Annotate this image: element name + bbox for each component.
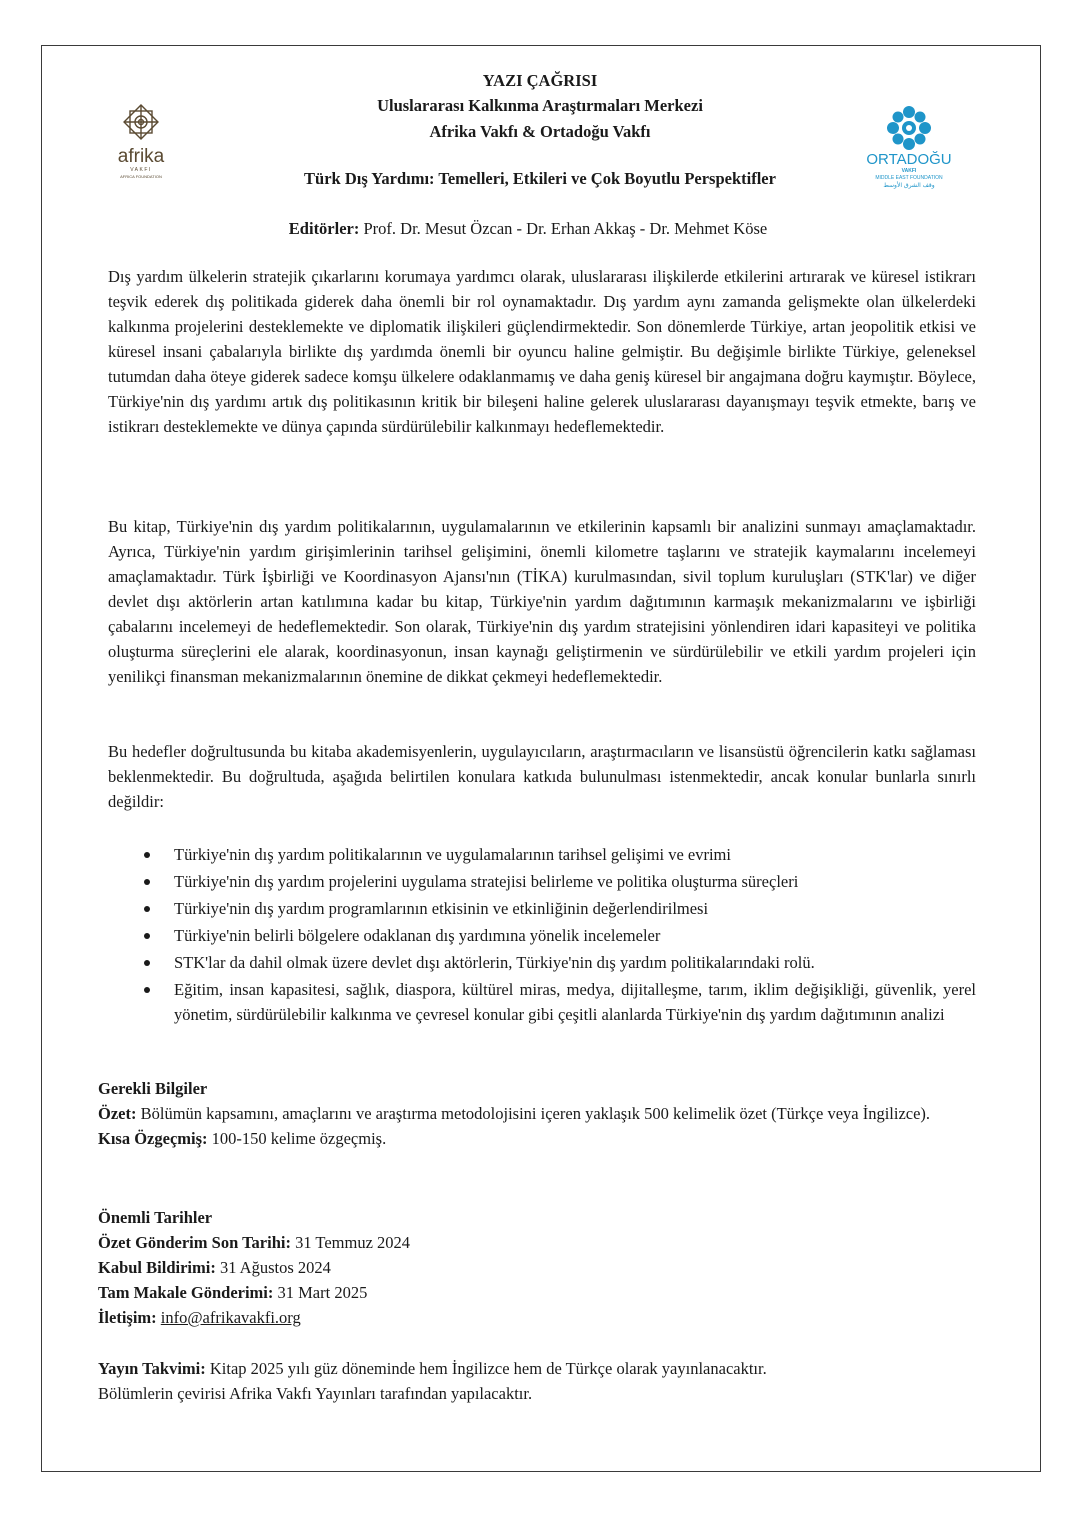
- ortadogu-logo-sub3: وقف الشرق الأوسط: [883, 182, 935, 189]
- ortadogu-vakfi-logo: [862, 102, 957, 192]
- list-item: Türkiye'nin dış yardım projelerini uygulama stratejisi belirleme ve politika oluşturma süreçleri: [108, 869, 976, 894]
- bullet-icon: [144, 960, 150, 966]
- publication-text: Kitap 2025 yılı güz döneminde hem İngilizce hem de Türkçe olarak yayınlanacaktır.: [209, 1359, 767, 1378]
- abstract-text: Bölümün kapsamını, amaçlarını ve araştırma metodolojisini içeren yaklaşık 500 kelimelik özet (Türkçe veya İngilizce).: [140, 1104, 931, 1123]
- list-item: STK'lar da dahil olmak üzere devlet dışı aktörlerin, Türkiye'nin dış yardım politikalarındaki rolü.: [108, 950, 976, 975]
- contact-label: İletişim:: [98, 1308, 157, 1327]
- contact-email-link[interactable]: info@afrikavakfi.org: [160, 1308, 301, 1327]
- afrika-logo-sub2: AFRICA FOUNDATION: [120, 174, 162, 179]
- cv-text: 100-150 kelime özgeçmiş.: [211, 1129, 387, 1148]
- required-info-heading: Gerekli Bilgiler: [98, 1079, 208, 1098]
- bullet-icon: [144, 879, 150, 885]
- bullet-icon: [144, 933, 150, 939]
- list-item: Türkiye'nin belirli bölgelere odaklanan dış yardımına yönelik incelemeler: [108, 923, 976, 948]
- paragraph-book-aim: Bu kitap, Türkiye'nin dış yardım politikalarının, uygulamalarının ve etkilerinin kapsamlı bir analizini sunmayı amaçlamaktadır. Ayrıca, Türkiye'nin yardım girişimlerinin tarihsel gelişimini, önemli kilometre taşlarını ve stratejik kaymalarını incelemeyi amaçlamaktadır. Türk İşbirliği ve Koordinasyon Ajansı'nın (TİKA) kurulmasından, sivil toplum kuruluşları (STK'lar) ve diğer devlet dışı aktörlerin artan katılımına kadar bu kitap, Türkiye'nin yardım dağıtımının karmaşık mekanizmalarını ve işbirliği çabalarını incelemeyi de hedeflemektedir. Son olarak, Türkiye'nin dış yardım stratejisini yönlendiren idari kapasiteyi ve politika oluşturma süreçlerini ele alarak, koordinasyonun, insan kaynağı geliştirmenin ve sürdürülebilir ve etkili yardım projeleri için yenilikçi finansman mekanizmalarının önemine de dikkat çekmeyi hedeflemektedir.: [108, 517, 976, 686]
- list-item: Türkiye'nin dış yardım politikalarının ve uygulamalarının tarihsel gelişimi ve evrimi: [108, 842, 976, 867]
- fullpaper-value: 31 Mart 2025: [277, 1283, 368, 1302]
- publication-schedule-section: [98, 1356, 976, 1406]
- topics-list: [108, 842, 976, 1029]
- paragraph-intro: Dış yardım ülkelerin stratejik çıkarlarını korumaya yardımcı olarak, uluslararası ilişkilerde etkilerini artırarak ve küresel istikrarı teşvik ederek dış politikada giderek daha önemli bir rol oynamaktadır. Dış yardım aynı zamanda gelişmekte olan ülkelerdeki kalkınma projelerini desteklemekte ve diplomatik ilişkileri güçlendirmektedir. Son dönemlerde Türkiye, artan jeopolitik etkisi ve küresel insani çabalarıyla birlikte dış yardımda önemli bir oyuncu haline gelmiştir. Bu değişimle birlikte Türkiye, geleneksel tutumdan daha öteye giderek sadece komşu ülkelere odaklanmamış ve daha geniş küresel bir angajmana doğru kaymıştır. Böylece, Türkiye'nin dış yardımı artık dış politikasının kritik bir bileşeni haline gelerek uluslararası dayanışmayı teşvik etmekte, barış ve istikrarı desteklemekte ve dünya çapında sürdürülebilir kalkınmayı hedeflemektedir.: [108, 267, 976, 436]
- bullet-icon: [144, 906, 150, 912]
- editors-names: Prof. Dr. Mesut Özcan - Dr. Erhan Akkaş - Dr. Mehmet Köse: [363, 219, 768, 238]
- list-item: Türkiye'nin dış yardım programlarının etkisinin ve etkinliğinin değerlendirilmesi: [108, 896, 976, 921]
- publication-label: Yayın Takvimi:: [98, 1359, 206, 1378]
- publication-text-2: Bölümlerin çevirisi Afrika Vakfı Yayınları tarafından yapılacaktır.: [98, 1384, 533, 1403]
- abstract-label: Özet:: [98, 1104, 137, 1123]
- abstract-deadline-value: 31 Temmuz 2024: [295, 1233, 411, 1252]
- ortadogu-logo-sub1: VAKFI: [901, 168, 917, 174]
- fullpaper-label: Tam Makale Gönderimi:: [98, 1283, 274, 1302]
- paragraph-contributors: Bu hedefler doğrultusunda bu kitaba akademisyenlerin, uygulayıcıların, araştırmacıların ve lisansüstü öğrencilerin katkı sağlaması beklenmektedir. Bu doğrultuda, aşağıda belirtilen konulara katkıda bulunulması istenmektedir, ancak konular bunlarla sınırlı değildir:: [108, 742, 976, 811]
- call-for-papers-heading: YAZI ÇAĞRISI: [482, 71, 598, 90]
- editors-label: Editörler:: [288, 219, 360, 238]
- required-info-section: [98, 1076, 976, 1151]
- important-dates-section: [98, 1205, 976, 1330]
- ortadogu-logo-name: ORTADOĞU: [866, 151, 952, 168]
- book-title: Türk Dış Yardımı: Temelleri, Etkileri ve Çok Boyutlu Perspektifler: [304, 169, 776, 188]
- abstract-deadline-label: Özet Gönderim Son Tarihi:: [98, 1233, 291, 1252]
- afrika-ornament-icon: [112, 104, 174, 184]
- afrika-logo-name: afrika: [117, 146, 165, 167]
- acceptance-label: Kabul Bildirimi:: [98, 1258, 216, 1277]
- acceptance-value: 31 Ağustos 2024: [219, 1258, 331, 1277]
- editors-line: [0, 219, 1056, 239]
- list-item: Eğitim, insan kapasitesi, sağlık, diaspora, kültürel miras, medya, dijitalleşme, tarım, iklim değişikliği, güvenlik, yerel yönetim, sürdürülebilir kalkınma ve çevresel konular gibi çeşitli alanlarda Türkiye'nin dış yardım dağıtımının analizi: [108, 977, 976, 1027]
- ortadogu-flower-icon: [862, 102, 957, 192]
- afrika-logo-sub1: VAKFI: [130, 167, 152, 173]
- cv-label: Kısa Özgeçmiş:: [98, 1129, 208, 1148]
- afrika-vakfi-logo: [112, 104, 174, 184]
- bullet-icon: [144, 987, 150, 993]
- foundations-name: Afrika Vakfı & Ortadoğu Vakfı: [429, 122, 651, 141]
- center-name: Uluslararası Kalkınma Araştırmaları Merkezi: [377, 96, 703, 115]
- bullet-icon: [144, 852, 150, 858]
- ortadogu-logo-sub2: MIDDLE EAST FOUNDATION: [875, 175, 943, 181]
- important-dates-heading: Önemli Tarihler: [98, 1208, 213, 1227]
